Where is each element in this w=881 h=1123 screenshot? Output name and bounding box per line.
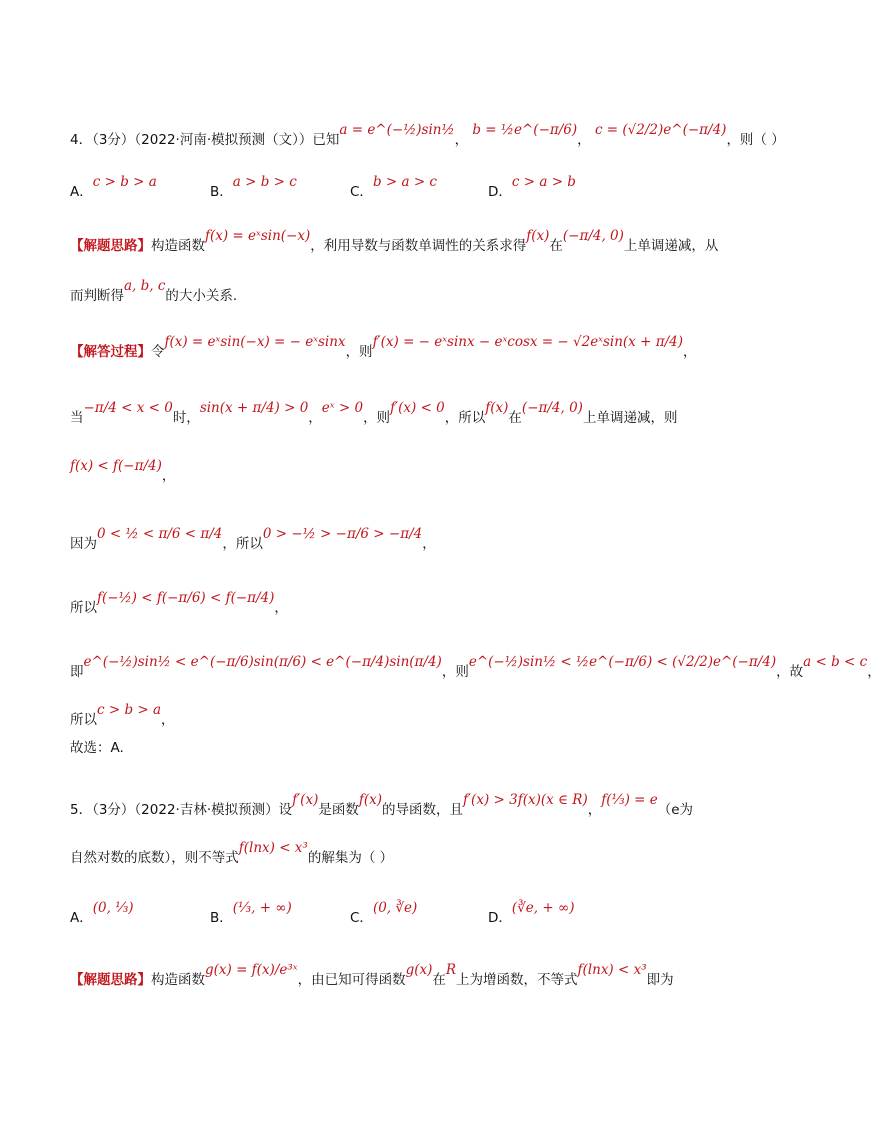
q5-option-c[interactable]: C．(0, ∛e) — [350, 900, 418, 926]
q4-hint-line1: 【解题思路】构造函数f(x) = eˣsin(−x)，利用导数与函数单调性的关系求得f(x)在(−π/4, 0)上单调递减，从 — [70, 228, 719, 254]
q4-option-c[interactable]: C．b > a > c — [350, 174, 437, 200]
hint-tag: 【解题思路】 — [70, 238, 151, 254]
q4-solution-line4: 因为0 < ½ < π/6 < π/4，所以0 > −½ > −π/6 > −π/4， — [70, 526, 436, 552]
q5-hint-line1: 【解题思路】构造函数g(x) = f(x)/e³ˣ，由已知可得函数g(x)在R上为增函数，不等式f(lnx) < x³即为 — [70, 962, 674, 988]
q4-hint-line2: 而判断得a, b, c的大小关系. — [70, 278, 238, 304]
q4-option-b[interactable]: B．a > b > c — [210, 174, 297, 200]
q4-stem: 4．（3分）（2022·河南·模拟预测（文））已知a = e^(−½)sin½， b = ½e^(−π/6)， c = (√2/2)e^(−π/4)，则（ ） — [70, 122, 785, 148]
q5-stem-line1: 5．（3分）（2022·吉林·模拟预测）设f′(x)是函数f(x)的导函数，且f′(x) > 3f(x)(x ∈ R)，f(⅓) = e（e为 — [70, 792, 694, 818]
q5-option-b[interactable]: B．(⅓, + ∞) — [210, 900, 292, 926]
q5-option-a[interactable]: A．(0, ⅓) — [70, 900, 134, 926]
q4-option-a[interactable]: A．c > b > a — [70, 174, 157, 200]
q5-stem-line2: 自然对数的底数），则不等式f(lnx) < x³的解集为（ ） — [70, 840, 394, 866]
q4-math-c: c = (√2/2)e^(−π/4) — [594, 122, 727, 138]
q4-solution-line7: 所以c > b > a， — [70, 702, 175, 728]
q4-solution-line5: 所以f(−½) < f(−π/6) < f(−π/4)， — [70, 590, 288, 616]
q5-option-d[interactable]: D．(∛e, + ∞) — [488, 900, 575, 926]
solution-tag: 【解答过程】 — [70, 344, 151, 360]
q4-option-d[interactable]: D．c > a > b — [488, 174, 576, 200]
q4-answer: 故选：A. — [70, 740, 124, 756]
q4-solution-line2: 当−π/4 < x < 0时，sin(x + π/4) > 0，eˣ > 0，则f′(x) < 0，所以f(x)在(−π/4, 0)上单调递减，则 — [70, 400, 678, 426]
q4-solution-line6: 即e^(−½)sin½ < e^(−π/6)sin(π/6) < e^(−π/4)sin(π/4)，则e^(−½)sin½ < ½e^(−π/6) < (√2/2)e^(−π/4)，故a < b < c， — [70, 654, 881, 680]
q4-solution-line1: 【解答过程】令f(x) = eˣsin(−x) = − eˣsinx，则f′(x) = − eˣsinx − eˣcosx = − √2eˣsin(x + π/4)， — [70, 334, 697, 360]
q4-math-b: b = ½e^(−π/6) — [472, 122, 578, 138]
q4-math-a: a = e^(−½)sin½ — [339, 122, 455, 138]
q4-solution-line3: f(x) < f(−π/4)， — [70, 458, 176, 484]
hint-tag: 【解题思路】 — [70, 972, 151, 988]
